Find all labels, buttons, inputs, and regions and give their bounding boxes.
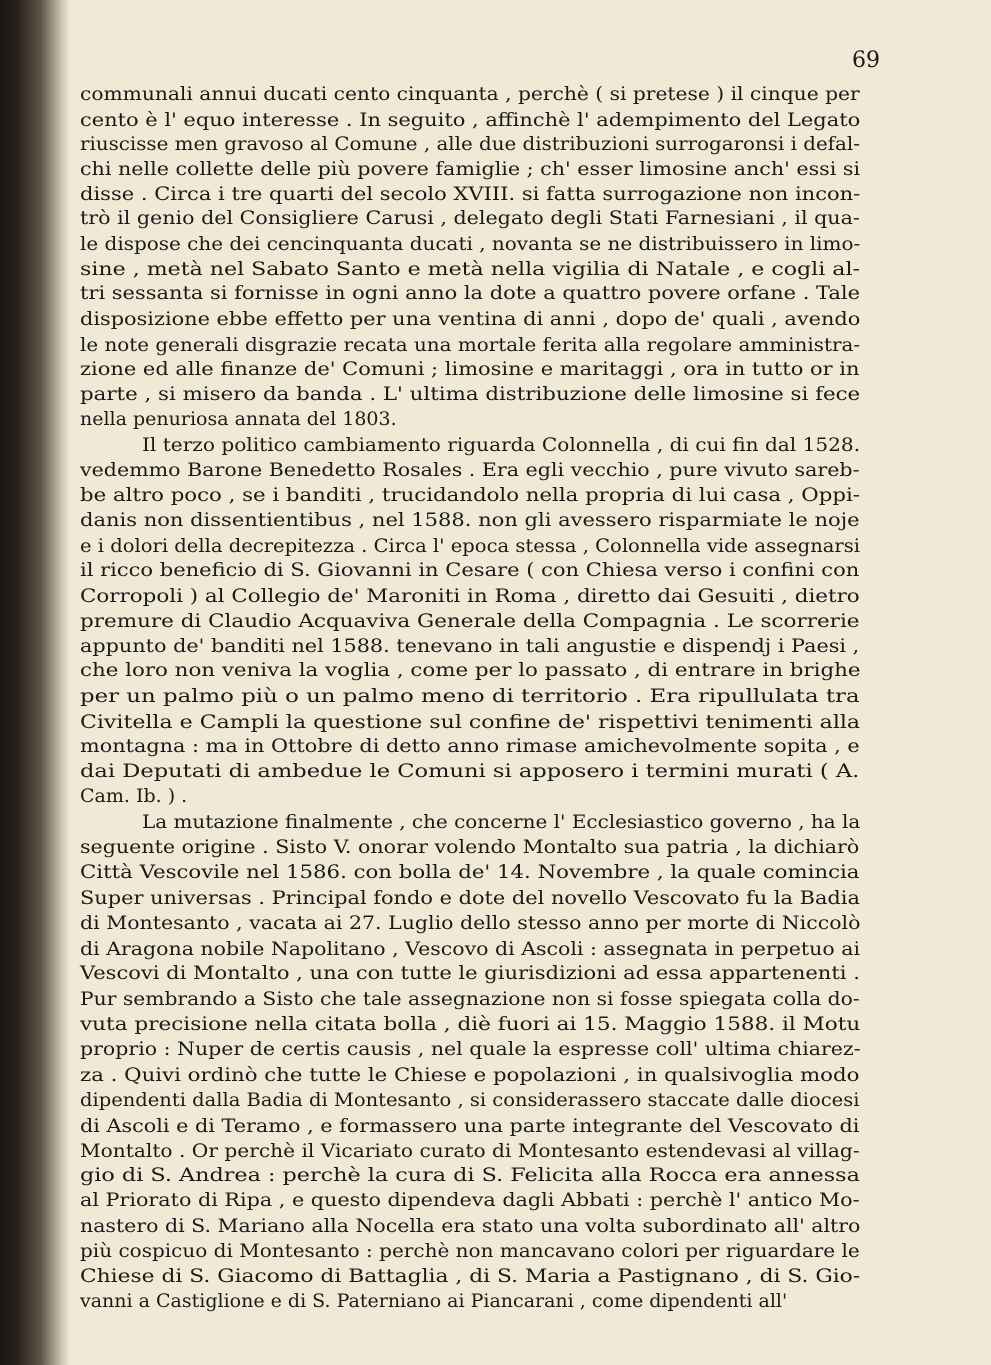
text-line: nella penuriosa annata del 1803. <box>80 408 397 430</box>
text-line: communali annui ducati cento cinquanta , perchè ( si pretese ) il cinque per <box>80 83 860 105</box>
text-line: per un palmo più o un palmo meno di territorio . Era ripullulata tra <box>80 685 860 707</box>
text-line: cento è l' equo interesse . In seguito , affinchè l' adempimento del Legato <box>80 109 861 131</box>
text-line: gio di S. Andrea : perchè la cura di S. Felicita alla Rocca era annessa <box>80 1164 860 1186</box>
text-line: vanni a Castiglione e di S. Paterniano ai Piancarani , come dipendenti all' <box>80 1290 788 1312</box>
text-line: za . Quivi ordinò che tutte le Chiese e popolazioni , in qualsivoglia modo <box>80 1064 860 1086</box>
text-line: di Ascoli e di Teramo , e formassero una parte integrante del Vescovato di <box>80 1115 860 1137</box>
text-line: seguente origine . Sisto V. onorar volendo Montalto sua patria , la dichiarò <box>80 836 860 858</box>
page-number: 69 <box>852 48 880 73</box>
text-line: trò il genio del Consigliere Carusi , delegato degli Stati Farnesiani , il qua- <box>80 207 860 229</box>
text-line: montagna : ma in Ottobre di detto anno rimase amichevolmente sopita , e <box>80 735 860 757</box>
text-line: e i dolori della decrepitezza . Circa l' epoca stessa , Colonnella vide assegnarsi <box>80 535 861 557</box>
text-line: dipendenti dalla Badia di Montesanto , si considerassero staccate dalle diocesi <box>80 1089 860 1111</box>
text-line: chi nelle collette delle più povere famiglie ; ch' esser limosine anch' essi si <box>80 158 861 180</box>
text-line: di Aragona nobile Napolitano , Vescovo di Ascoli : assegnata in perpetuo ai <box>80 938 860 960</box>
text-line: Corropoli ) al Collegio de' Maroniti in Roma , diretto dai Gesuiti , dietro <box>80 585 860 607</box>
text-line: parte , si misero da banda . L' ultima distribuzione delle limosine si fece <box>80 383 861 405</box>
text-line: dai Deputati di ambedue le Comuni si apposero i termini murati ( A. <box>80 760 860 782</box>
text-line: vuta precisione nella citata bolla , diè fuori ai 15. Maggio 1588. il Motu <box>80 1013 861 1035</box>
book-page <box>80 50 880 1350</box>
text-line: le dispose che dei cencinquanta ducati , novanta se ne distribuissero in limo- <box>80 233 861 255</box>
text-line: le note generali disgrazie recata una mortale ferita alla regolare amministra- <box>80 334 861 356</box>
text-line: disse . Circa i tre quarti del secolo XVIII. si fatta surrogazione non incon- <box>80 183 861 205</box>
text-line: Montalto . Or perchè il Vicariato curato di Montesanto estendevasi al villag- <box>80 1140 860 1162</box>
text-line: Super universas . Principal fondo e dote del novello Vescovato fu la Badia <box>80 887 860 909</box>
text-line: Il terzo politico cambiamento riguarda Colonnella , di cui fin dal 1528. <box>142 434 861 456</box>
text-line: che loro non veniva la voglia , come per lo passato , di entrare in brighe <box>80 659 861 681</box>
text-line: proprio : Nuper de certis causis , nel quale la espresse coll' ultima chiarez- <box>80 1038 861 1060</box>
text-line: Civitella e Campli la questione sul confine de' rispettivi tenimenti alla <box>80 711 861 733</box>
text-line: La mutazione finalmente , che concerne l' Ecclesiastico governo , ha la <box>142 811 861 833</box>
text-line: tri sessanta si fornisse in ogni anno la dote a quattro povere orfane . Tale <box>80 282 861 304</box>
text-line: di Montesanto , vacata ai 27. Luglio dello stesso anno per morte di Niccolò <box>80 912 861 934</box>
text-line: al Priorato di Ripa , e questo dipendeva dagli Abbati : perchè l' antico Mo- <box>80 1189 860 1211</box>
text-line: Città Vescovile nel 1586. con bolla de' 14. Novembre , la quale comincia <box>80 861 860 883</box>
text-line: premure di Claudio Acquaviva Generale della Compagnia . Le scorrerie <box>80 610 860 632</box>
book-gutter-shadow <box>0 0 70 1365</box>
text-line: Pur sembrando a Sisto che tale assegnazione non si fosse spiegata colla do- <box>80 988 860 1010</box>
text-line: più cospicuo di Montesanto : perchè non mancavano colori per riguardare le <box>80 1240 860 1262</box>
text-line: danis non dissentientibus , nel 1588. non gli avessero risparmiate le noje <box>80 509 860 531</box>
text-line: vedemmo Barone Benedetto Rosales . Era egli vecchio , pure vivuto sareb- <box>80 459 860 481</box>
text-line: Cam. Ib. ) . <box>80 785 188 807</box>
text-line: zione ed alle finanze de' Comuni ; limosine e maritaggi , ora in tutto or in <box>80 358 860 380</box>
text-line: sine , metà nel Sabato Santo e metà nella vigilia di Natale , e cogli al- <box>80 258 860 280</box>
text-line: be altro poco , se i banditi , trucidandolo nella propria di lui casa , Oppi- <box>80 484 860 506</box>
text-line: riuscisse men gravoso al Comune , alle due distribuzioni surrogaronsi i defal- <box>80 133 860 155</box>
text-line: il ricco beneficio di S. Giovanni in Cesare ( con Chiesa verso i confini con <box>80 559 860 581</box>
text-line: Chiese di S. Giacomo di Battaglia , di S. Maria a Pastignano , di S. Gio- <box>80 1265 861 1287</box>
text-line: disposizione ebbe effetto per una ventina di anni , dopo de' quali , avendo <box>80 308 861 330</box>
text-line: nastero di S. Mariano alla Nocella era stato una volta subordinato all' altro <box>80 1215 861 1237</box>
text-line: appunto de' banditi nel 1588. tenevano in tali angustie e dispendj i Paesi , <box>80 635 860 657</box>
text-line: Vescovi di Montalto , una con tutte le giurisdizioni ad essa appartenenti . <box>80 962 860 984</box>
